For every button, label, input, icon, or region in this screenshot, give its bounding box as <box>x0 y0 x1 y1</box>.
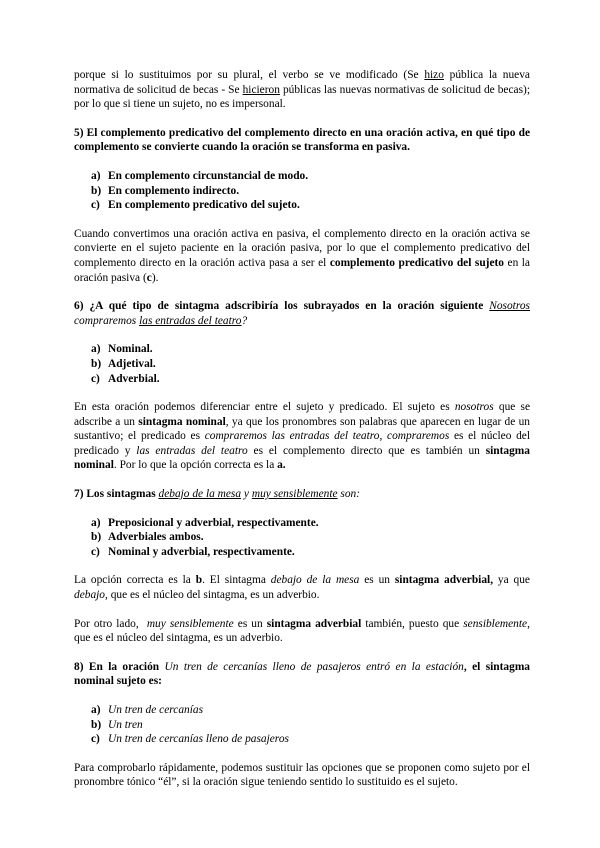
option-a: a) Preposicional y adverbial, respectivamente. <box>91 516 319 529</box>
question-6: 6) ¿A qué tipo de sintagma adscribiría los subrayados en la oración siguiente Nosotros compraremos las entradas del teatro? <box>74 300 530 327</box>
option-b: b) Adjetival. <box>91 357 156 370</box>
option-b: b) Un tren <box>91 718 143 731</box>
question-7-options <box>74 516 530 560</box>
intro-paragraph: porque si lo sustituimos por su plural, el verbo se ve modificado (Se hizo pública la nueva normativa de solicitud de becas - Se hicieron públicas las nuevas normativas de solicitud de becas); por lo que si tiene un sujeto, no es impersonal. <box>74 69 530 111</box>
answer-7-part-2: Por otro lado, muy sensiblemente es un sintagma adverbial también, puesto que sensiblemente, que es el núcleo del sintagma, es un adverbio. <box>74 617 530 645</box>
option-a: a) Un tren de cercanías <box>91 704 204 716</box>
question-8: 8) En la oración Un tren de cercanías lleno de pasajeros entró en la estación, el sintagma nominal sujeto es: <box>74 660 530 688</box>
question-6-options <box>74 342 530 386</box>
answer-8: Para comprobarlo rápidamente, podemos sustituir las opciones que se proponen como sujeto por el pronombre tónico “él”, si la oración sigue teniendo sentido lo sustituido es el sujeto. <box>74 761 530 789</box>
document-page <box>74 68 530 790</box>
option-a: a) En complemento circunstancial de modo. <box>91 169 309 182</box>
answer-5: Cuando convertimos una oración activa en pasiva, el complemento directo en la oración activa se convierte en el sujeto paciente en la oración pasiva, por lo que el complemento predicativo del complemento directo en la oración activa pasa a ser el complemento predicativo del sujeto en la oración pasiva (c). <box>74 227 530 284</box>
option-c: c) En complemento predicativo del sujeto. <box>91 199 300 212</box>
question-8-options <box>74 703 530 747</box>
answer-7-part-1: La opción correcta es la b. El sintagma debajo de la mesa es un sintagma adverbial, ya que debajo, que es el núcleo del sintagma, es un adverbio. <box>74 574 530 602</box>
option-c: c) Un tren de cercanías lleno de pasajeros <box>91 733 289 746</box>
question-7: 7) Los sintagmas debajo de la mesa y muy sensiblemente son: <box>74 488 361 501</box>
option-b: b) En complemento indirecto. <box>91 184 240 197</box>
question-5-options <box>74 169 530 213</box>
option-a: a) Nominal. <box>91 343 153 356</box>
question-5: 5) El complemento predicativo del complemento directo en una oración activa, en qué tipo de complemento se convierte cuando la oración se transforma en pasiva. <box>74 126 530 154</box>
option-c: c) Nominal y adverbial, respectivamente. <box>91 545 295 558</box>
option-b: b) Adverbiales ambos. <box>91 531 204 544</box>
option-c: c) Adverbial. <box>91 372 160 385</box>
answer-6: En esta oración podemos diferenciar entre el sujeto y predicado. El sujeto es nosotros que se adscribe a un sintagma nominal, ya que los pronombres son palabras que aparecen en lugar de un sustantivo; el predicado es compraremos las entradas del teatro, compraremos es el núcleo del predicado y las entradas del teatro es el complemento directo que es también un sintagma nominal. Por lo que la opción correcta es la a. <box>74 401 530 472</box>
